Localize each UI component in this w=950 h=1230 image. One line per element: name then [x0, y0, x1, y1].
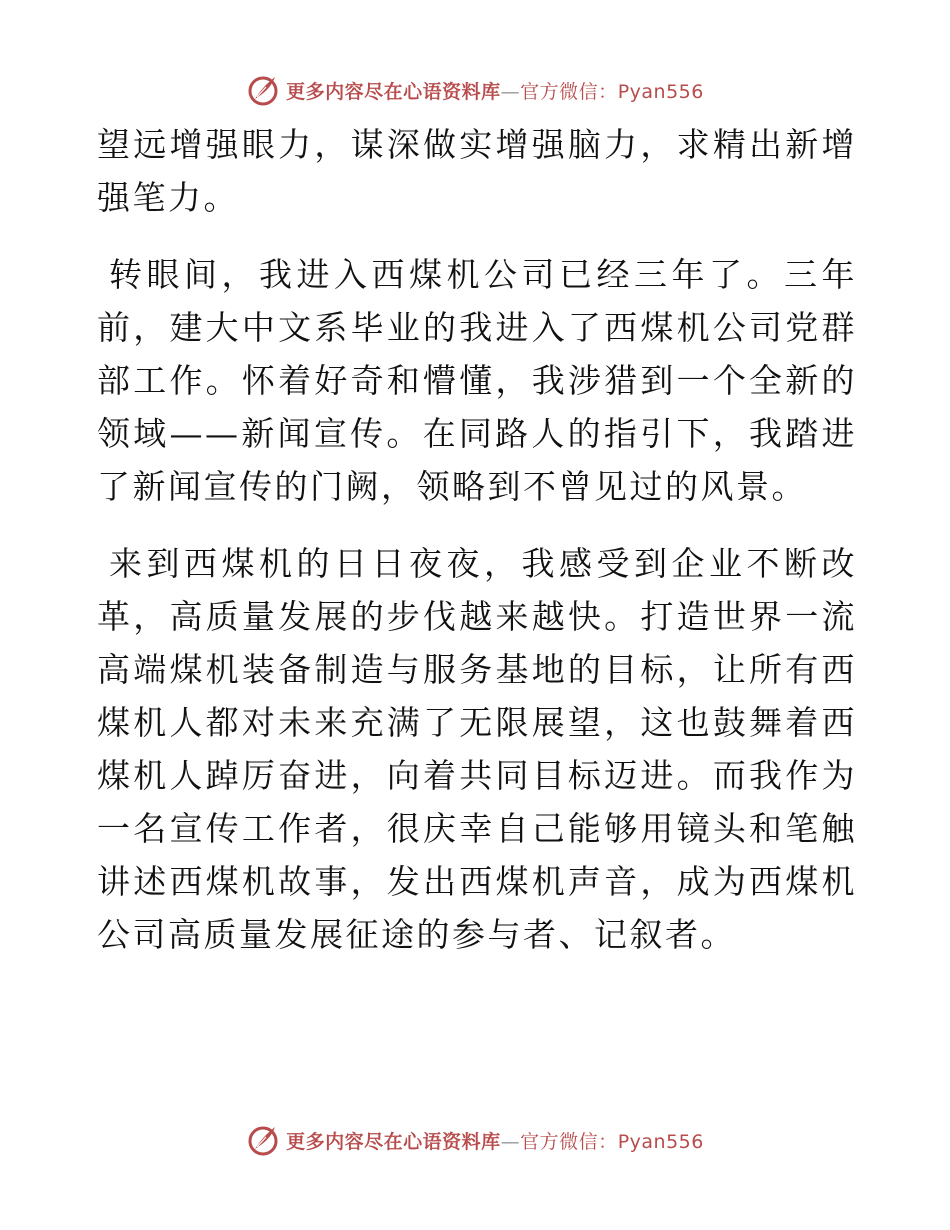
footer-banner-wechat-id: Pyan556 [617, 1130, 704, 1153]
page-header-banner [0, 70, 950, 110]
feather-pen-logo-icon [246, 73, 280, 107]
feather-pen-logo-icon [246, 1123, 280, 1157]
footer-banner-text [286, 1127, 704, 1154]
footer-banner-main: 更多内容尽在心语资料库 [286, 1130, 501, 1153]
header-banner-separator: — [500, 80, 521, 103]
header-banner-wechat-id: Pyan556 [617, 80, 704, 103]
paragraph-2: 转眼间，我进入西煤机公司已经三年了。三年前，建大中文系毕业的我进入了西煤机公司党群部工作。怀着好奇和懵懂，我涉猎到一个全新的领域——新闻宣传。在同路人的指引下，我踏进了新闻宣传的门阙，领略到不曾见过的风景。 [97, 255, 857, 506]
header-banner-text [286, 77, 704, 104]
header-banner-main: 更多内容尽在心语资料库 [286, 80, 501, 103]
footer-banner-separator: — [500, 1130, 521, 1153]
document-body [97, 118, 857, 961]
paragraph-1: 望远增强眼力，谋深做实增强脑力，求精出新增强笔力。 [97, 125, 857, 217]
header-banner-official-prefix: 官方微信： [520, 80, 618, 103]
page-footer-banner [0, 1120, 950, 1160]
footer-banner-official-prefix: 官方微信： [520, 1130, 618, 1153]
paragraph-3: 来到西煤机的日日夜夜，我感受到企业不断改革，高质量发展的步伐越来越快。打造世界一流高端煤机装备制造与服务基地的目标，让所有西煤机人都对未来充满了无限展望，这也鼓舞着西煤机人踔厉奋进，向着共同目标迈进。而我作为一名宣传工作者，很庆幸自己能够用镜头和笔触讲述西煤机故事，发出西煤机声音，成为西煤机公司高质量发展征途的参与者、记叙者。 [97, 544, 857, 954]
